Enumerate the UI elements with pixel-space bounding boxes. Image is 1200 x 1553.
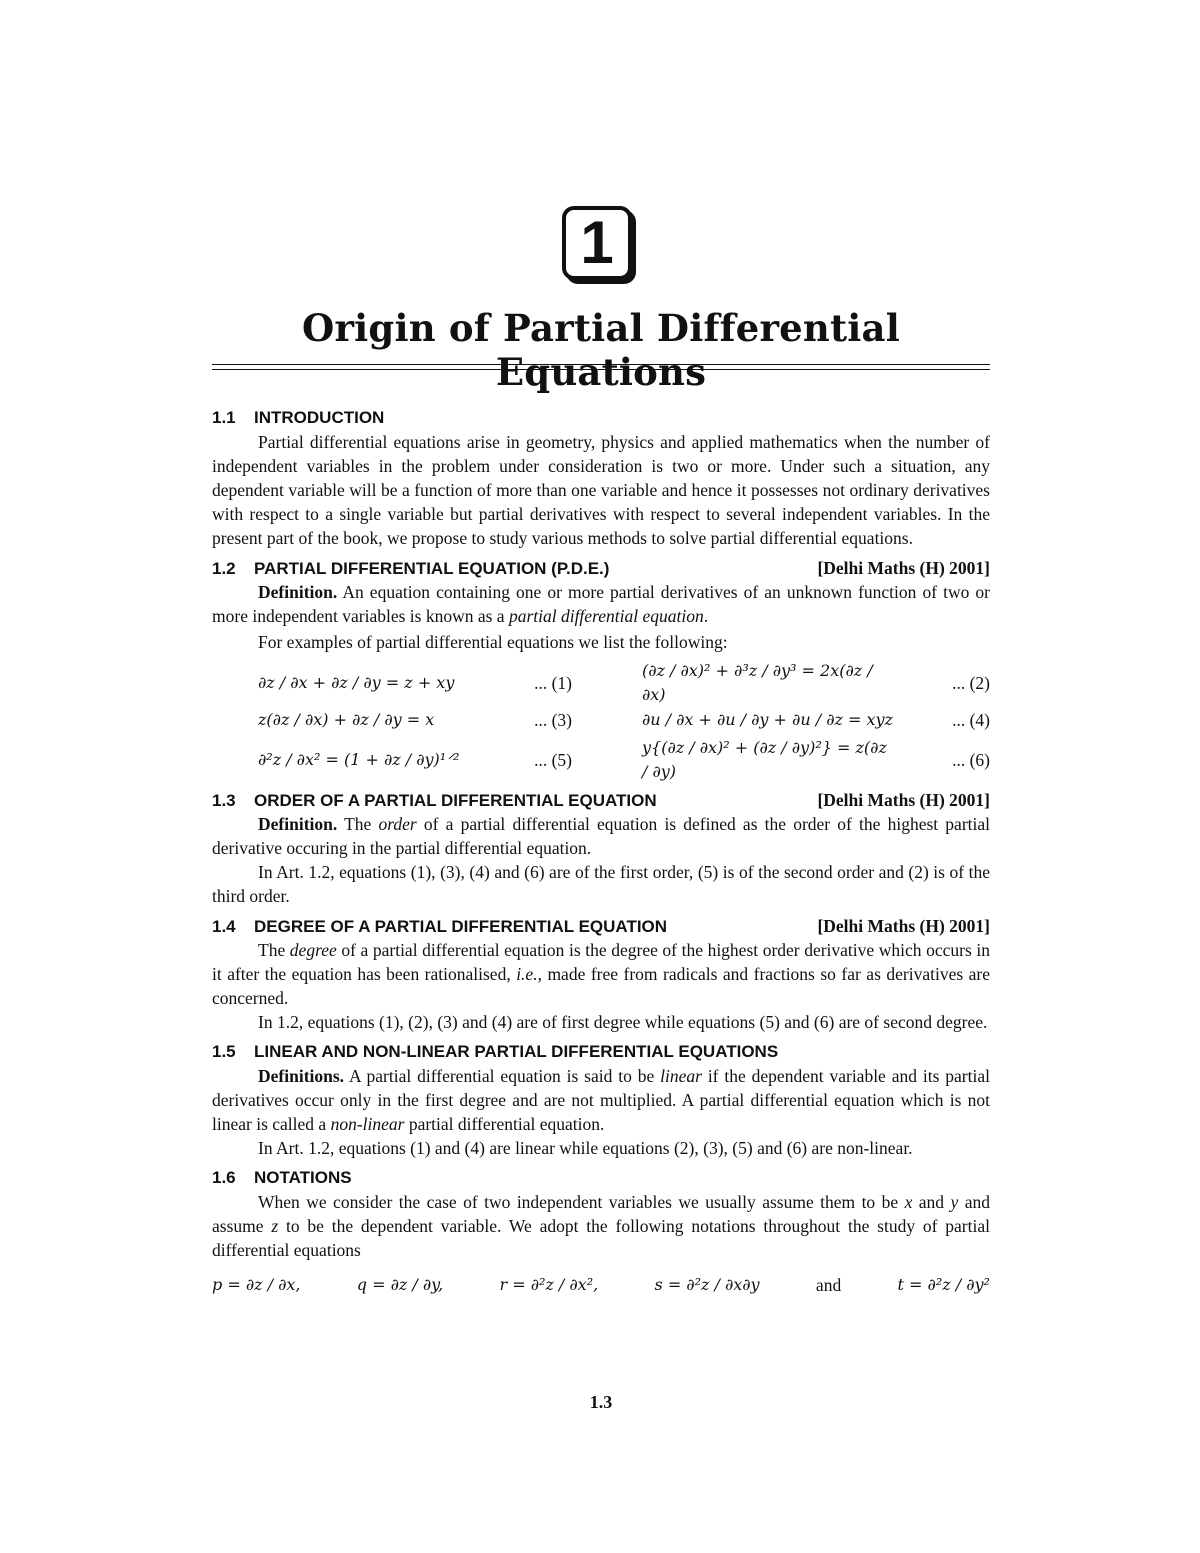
variable-z: z — [271, 1216, 279, 1236]
section-number: 1.1 — [212, 408, 236, 427]
title-rule-top — [212, 364, 990, 365]
section-number: 1.4 — [212, 917, 236, 936]
examples-intro: For examples of partial differential equations we list the following: — [258, 632, 728, 652]
definition-label: Definition. — [258, 814, 338, 834]
paragraph-text: and assume — [212, 1192, 990, 1236]
defined-term: linear — [660, 1066, 702, 1086]
definition-text: , made free from radicals and fractions so far as derivatives are concerned. — [212, 964, 990, 1008]
section-heading-1-6 — [212, 1166, 990, 1190]
section-title: LINEAR AND NON-LINEAR PARTIAL DIFFERENTIAL EQUATIONS — [254, 1042, 779, 1061]
section-title: PARTIAL DIFFERENTIAL EQUATION (P.D.E.) — [254, 559, 610, 578]
equation-tag-6: ... (6) — [952, 750, 990, 770]
definition-text: of a partial differential equation is the degree of the highest order derivative which occurs in it after the equation has been rationalised, — [212, 940, 990, 984]
equation-tag-1: ... (1) — [534, 672, 572, 693]
notation-paragraph — [212, 1190, 990, 1262]
section-reference: [Delhi Maths (H) 2001] — [817, 790, 990, 810]
equation-6: y{(∂z / ∂x)² + (∂z / ∂y)²} = z(∂z / ∂y) — [642, 738, 887, 781]
equation-3: z(∂z / ∂x) + ∂z / ∂y = x — [258, 709, 435, 729]
definition-text: The — [258, 940, 290, 960]
definition-end: . — [703, 606, 709, 626]
section-heading-1-2 — [212, 556, 990, 580]
notation-r: r = ∂²z / ∂x², — [499, 1275, 599, 1294]
paragraph-text: to be the dependent variable. We adopt the following notations throughout the study of partial differential equations — [212, 1216, 990, 1260]
section-heading-1-3 — [212, 788, 990, 812]
section-number: 1.2 — [212, 559, 236, 578]
equation-tag-5: ... (5) — [534, 750, 572, 770]
linearity-examples: In Art. 1.2, equations (1) and (4) are linear while equations (2), (3), (5) and (6) are non-linear. — [258, 1138, 913, 1158]
equation-list — [212, 660, 990, 782]
linearity-definition — [212, 1064, 990, 1136]
definition-text: A partial differential equation is said to be — [344, 1066, 661, 1086]
order-definition — [212, 812, 990, 860]
section-heading-1-5 — [212, 1040, 990, 1064]
chapter-badge — [562, 206, 632, 280]
paragraph-text: and — [912, 1192, 951, 1212]
equation-tag-4: ... (4) — [952, 709, 990, 730]
defined-term: partial differential equation — [508, 606, 704, 626]
definition-label: Definition. — [258, 582, 338, 602]
definition-text: if the dependent variable and its partial derivatives occur only in the first degree and are not multiplied. A partial differential equation which is not linear is called a — [212, 1066, 990, 1134]
page-number: 1.3 — [589, 1392, 613, 1412]
section-heading-1-4 — [212, 914, 990, 938]
degree-definition — [212, 938, 990, 1010]
section-title: DEGREE OF A PARTIAL DIFFERENTIAL EQUATION — [254, 917, 668, 936]
notation-list — [212, 1270, 990, 1300]
chapter-body — [212, 400, 990, 1300]
chapter-number: 1 — [562, 206, 632, 280]
equation-4: ∂u / ∂x + ∂u / ∂y + ∂u / ∂z = xyz — [642, 709, 893, 729]
notation-and: and — [815, 1275, 842, 1295]
pde-definition — [212, 580, 990, 628]
section-reference: [Delhi Maths (H) 2001] — [817, 558, 990, 578]
definition-text: An equation containing one or more partial derivatives of an unknown function of two or more independent variables is known as a — [212, 582, 990, 626]
notation-q: q = ∂z / ∂y, — [356, 1275, 444, 1294]
section-number: 1.6 — [212, 1168, 236, 1187]
equation-1: ∂z / ∂x + ∂z / ∂y = z + xy — [258, 672, 455, 692]
equation-2: (∂z / ∂x)² + ∂³z / ∂y³ = 2x(∂z / ∂x) — [642, 660, 873, 704]
defined-term: order — [378, 814, 417, 834]
section-reference: [Delhi Maths (H) 2001] — [817, 916, 990, 936]
intro-paragraph: Partial differential equations arise in geometry, physics and applied mathematics when the number of independent variables in the problem under consideration is two or more. Under such a situation, any dependent variable will be a function of more than one variable and hence it possesses not ordinary derivatives with respect to a single variable but partial derivatives with respect to several independent variables. In the present part of the book, we propose to study various methods to solve partial differential equations. — [212, 432, 990, 548]
section-title: ORDER OF A PARTIAL DIFFERENTIAL EQUATION — [254, 791, 657, 810]
chapter-title: Origin of Partial Differential Equations — [302, 306, 900, 394]
definition-text: partial differential equation. — [404, 1114, 605, 1134]
equation-tag-3: ... (3) — [534, 709, 572, 730]
variable-x: x — [904, 1192, 913, 1212]
section-number: 1.5 — [212, 1042, 236, 1061]
title-rule-bottom — [212, 369, 990, 370]
order-examples: In Art. 1.2, equations (1), (3), (4) and (6) are of the first order, (5) is of the second order and (2) is of the third order. — [212, 862, 990, 906]
degree-examples: In 1.2, equations (1), (2), (3) and (4) are of first degree while equations (5) and (6) are of second degree. — [258, 1012, 988, 1032]
equation-tag-2: ... (2) — [952, 672, 990, 693]
ie-abbrev: i.e. — [516, 964, 538, 984]
notation-p: p = ∂z / ∂x, — [212, 1275, 301, 1294]
section-title: INTRODUCTION — [254, 408, 385, 427]
notation-s: s = ∂²z / ∂x∂y — [654, 1275, 760, 1294]
paragraph-text: When we consider the case of two independent variables we usually assume them to be — [258, 1192, 905, 1212]
section-title: NOTATIONS — [254, 1168, 352, 1187]
variable-y: y — [950, 1192, 959, 1212]
defined-term: degree — [289, 940, 337, 960]
defined-term: non-linear — [330, 1114, 405, 1134]
definition-text: of a partial differential equation is defined as the order of the highest partial derivative occuring in the partial differential equation. — [212, 814, 990, 858]
section-heading-1-1 — [212, 406, 990, 430]
equation-5: ∂²z / ∂x² = (1 + ∂z / ∂y)¹ᐟ² — [258, 750, 460, 769]
section-number: 1.3 — [212, 791, 236, 810]
definition-label: Definitions. — [258, 1066, 345, 1086]
definition-text: The — [337, 814, 379, 834]
notation-t: t = ∂²z / ∂y² — [897, 1275, 990, 1294]
